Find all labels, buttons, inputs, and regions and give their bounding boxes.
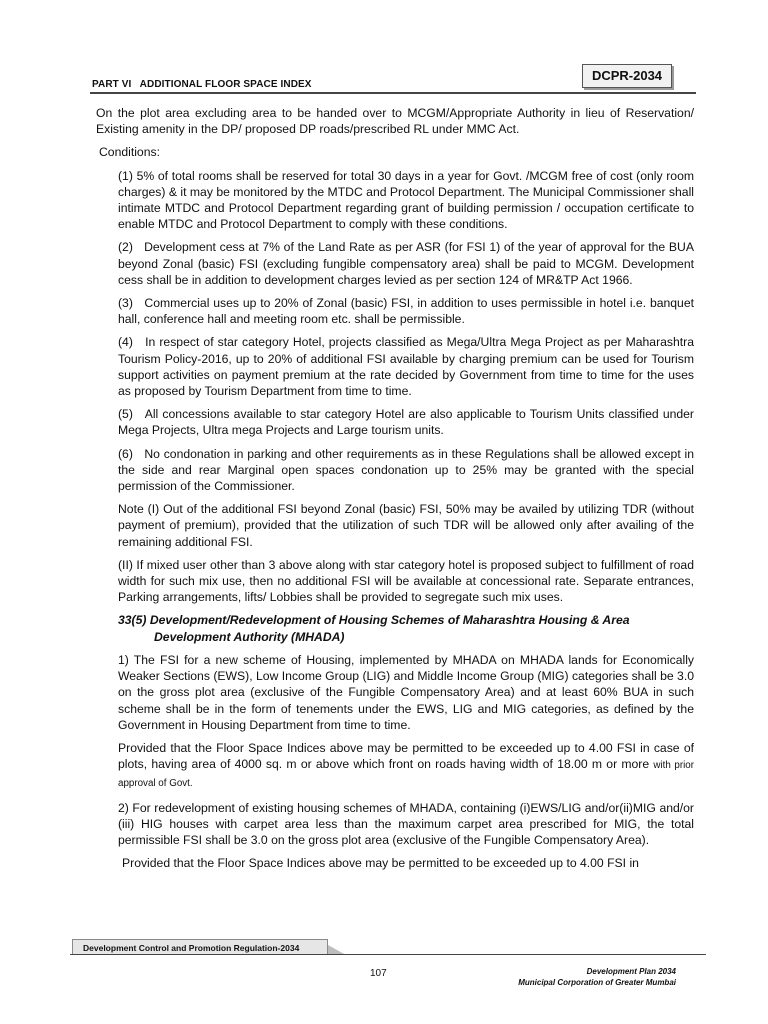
section-heading-line2: Development Authority (MHADA) (154, 629, 345, 644)
condition-3: (3) Commercial uses up to 20% of Zonal (basic) FSI, in addition to uses permissible in hotel i.e. banquet hall, conference hall and meeting room etc. shall be permissible. (118, 296, 698, 327)
proviso-1-text: Provided that the Floor Space Indices above may be permitted to be exceeded up to 4.00 FSI in case of plots, having area of 4000 sq. m or above which front on roads having width of 18.00 m or more (118, 740, 694, 772)
footer-rule (70, 954, 706, 955)
footer-regulation-label: Development Control and Promotion Regulation-2034 (72, 939, 328, 955)
header-rule (90, 92, 696, 94)
page-number: 107 (370, 968, 387, 979)
page-body (96, 105, 698, 878)
conditions-label: Conditions: (99, 145, 160, 160)
note-2: (II) If mixed user other than 3 above along with star category hotel is proposed subject to fulfillment of road width for such mix use, then no additional FSI will be available at concessional rate. Separate entrances, Parking arrangements, lifts/ Lobbies shall be provided to segregate such mix uses. (118, 557, 694, 605)
document-code-badge: DCPR-2034 (582, 64, 672, 88)
note-1: Note (I) Out of the additional FSI beyond Zonal (basic) FSI, 50% may be availed by utilizing TDR (without payment of premium), provided that the utilization of such TDR will be allowed only after availing of the remaining additional FSI. (118, 502, 694, 549)
intro-paragraph: On the plot area excluding area to be handed over to MCGM/Appropriate Authority in lieu of Reservation/ Existing amenity in the DP/ proposed DP roads/prescribed RL under MMC Act. (96, 106, 694, 137)
paragraph-1: 1) The FSI for a new scheme of Housing, implemented by MHADA on MHADA lands for Economically Weaker Sections (EWS), Low Income Group (LIG) and Middle Income Group (MIG) categories shall be 3.0 on the gross plot area (exclusive of the Fungible Compensatory Area) and at least 60% BUA in such scheme shall be in the form of tenements under the EWS, LIG and MIG categories, as defined by the Government in Housing Department from time to time. (118, 652, 694, 732)
condition-2: (2) Development cess at 7% of the Land Rate as per ASR (for FSI 1) of the year of approval for the BUA beyond Zonal (basic) FSI (excluding fungible compensatory area) shall be paid to MCGM. Development cess shall be in addition to development charges levied as per section 124 of MR&TP Act 1966. (118, 240, 698, 287)
footer-plan-title: Development Plan 2034 (586, 967, 676, 976)
footer-publisher (518, 966, 676, 988)
paragraph-2: 2) For redevelopment of existing housing schemes of MHADA, containing (i)EWS/LIG and/or(ii)MIG and/or (iii) HIG houses with carpet area less than the maximum carpet area prescribed for MIG, the total permissible FSI shall be 3.0 on the gross plot area (exclusive of the Fungible Compensatory Area). (118, 800, 694, 847)
condition-4: (4) In respect of star category Hotel, projects classified as Mega/Ultra Mega Project as per Maharashtra Tourism Policy-2016, up to 20% of additional FSI available by charging premium can be used for Tourism support activities on payment premium at the rate decided by Government from time to time for the uses as proposed by Tourism Department from time to time. (118, 335, 698, 399)
proviso-1 (96, 740, 694, 793)
proviso-1-small: with prior approval of Govt. (118, 760, 695, 790)
section-heading (96, 612, 694, 644)
section-heading-line1: 33(5) Development/Redevelopment of Housing Schemes of Maharashtra Housing & Area (118, 613, 630, 628)
condition-5: (5) All concessions available to star category Hotel are also applicable to Tourism Units classified under Mega Projects, Ultra mega Projects and Large tourism units. (118, 407, 698, 438)
footer-corporation: Municipal Corporation of Greater Mumbai (518, 978, 676, 987)
part-title: PART VI ADDITIONAL FLOOR SPACE INDEX (92, 79, 312, 90)
condition-6: (6) No condonation in parking and other requirements as in these Regulations shall be allowed except in the side and rear Marginal open spaces condonation up to 25% may be granted with the special permission of the Commissioner. (118, 446, 698, 494)
condition-1: (1) 5% of total rooms shall be reserved for total 30 days in a year for Govt. /MCGM free of cost (only room charges) & it may be monitored by the MTDC and Protocol Department. The Municipal Commissioner shall intimate MTDC and Protocol Department regarding grant of building permission / occupation certificate to enable MTDC and Protocol Department to comply with these conditions. (118, 168, 694, 232)
proviso-2: Provided that the Floor Space Indices above may be permitted to be exceeded up to 4.00 FSI in (122, 856, 639, 871)
